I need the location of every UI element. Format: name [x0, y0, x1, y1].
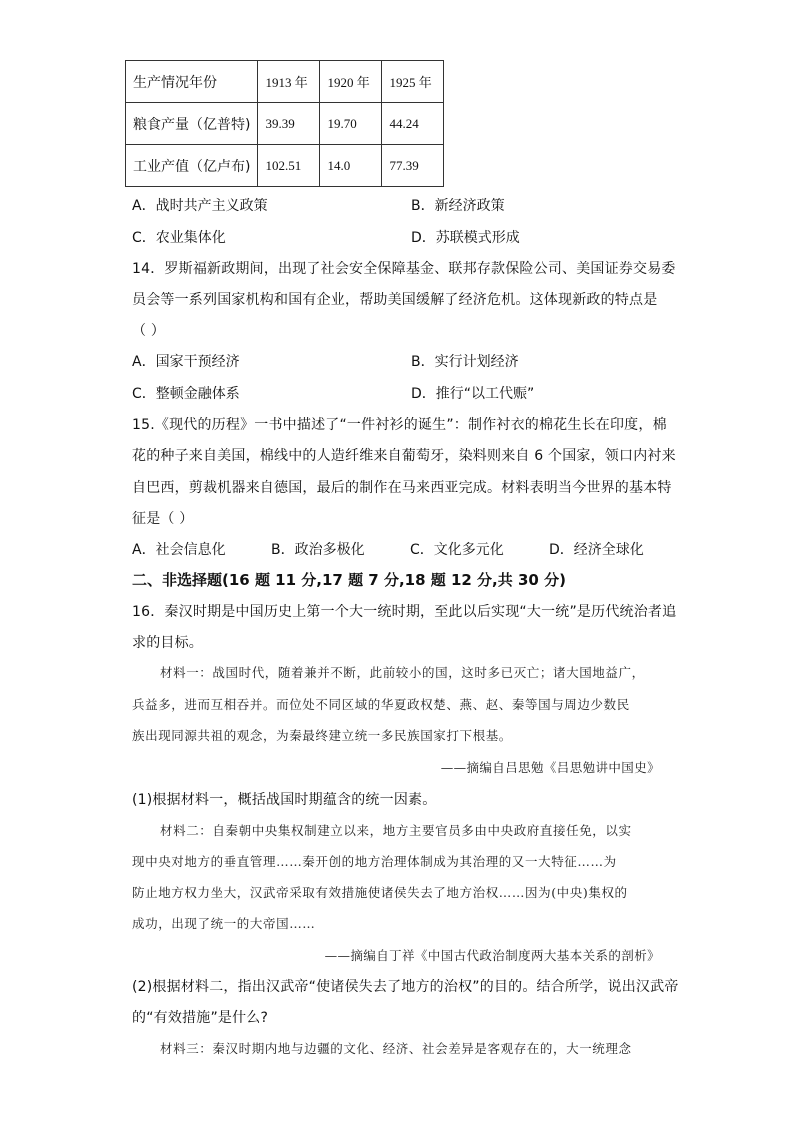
q15-stem-line: 自巴西，剪裁机器来自德国，最后的制作在马来西亚完成。材料表明当今世界的基本特: [132, 480, 672, 496]
production-table: [125, 60, 444, 187]
section-heading: 二、非选择题(16 题 11 分,17 题 7 分,18 题 12 分,共 30 分): [132, 571, 566, 589]
table-cell: 39.39: [258, 103, 320, 145]
material-2-line: 成功，出现了统一的大帝国……: [132, 916, 316, 931]
material-2-source: ——摘编自丁祥《中国古代政治制度两大基本关系的剖析》: [324, 948, 660, 963]
table-header-cell: 1913 年: [258, 61, 320, 103]
material-1-line: 族出现同源共祖的观念，为秦最终建立统一多民族国家打下根基。: [132, 728, 512, 743]
material-1-source: ——摘编自吕思勉《吕思勉讲中国史》: [440, 760, 660, 775]
q15-option-d[interactable]: D．经济全球化: [549, 542, 644, 558]
table-cell: 粮食产量（亿普特): [126, 103, 258, 145]
table-header-cell: 生产情况年份: [126, 61, 258, 103]
table-cell: 19.70: [320, 103, 382, 145]
material-3-line: 材料三：秦汉时期内地与边疆的文化、经济、社会差异是客观存在的，大一统理念: [160, 1041, 632, 1056]
q16-intro-line: 求的目标。: [132, 635, 203, 651]
q14-option-d[interactable]: D．推行“以工代赈”: [411, 386, 535, 402]
q16-intro-line: 16．秦汉时期是中国历史上第一个大一统时期，至此以后实现“大一统”是历代统治者追: [132, 604, 677, 620]
table-cell: 102.51: [258, 145, 320, 187]
q15-option-c[interactable]: C．文化多元化: [410, 542, 504, 558]
material-2-line: 现中央对地方的垂直管理……秦开创的地方治理体制成为其治理的又一大特征……为: [132, 854, 617, 869]
q16-subquestion-2-line: 的“有效措施”是什么?: [132, 1010, 269, 1026]
q16-subquestion-1: (1)根据材料一，概括战国时期蕴含的统一因素。: [132, 792, 437, 808]
material-1-line: 材料一：战国时代，随着兼并不断，此前较小的国，这时多已灭亡；诸大国地益广，: [160, 665, 645, 680]
q15-stem-line: 征是（ ）: [132, 511, 194, 527]
q13-option-a[interactable]: A．战时共产主义政策: [132, 198, 268, 214]
table-cell: 44.24: [382, 103, 444, 145]
q14-option-a[interactable]: A．国家干预经济: [132, 354, 240, 370]
q15-option-b[interactable]: B．政治多极化: [271, 542, 365, 558]
table-row: [126, 145, 444, 187]
q14-stem-line: 14．罗斯福新政期间，出现了社会安全保障基金、联邦存款保险公司、美国证券交易委: [132, 261, 676, 277]
q14-option-c[interactable]: C．整顿金融体系: [132, 386, 240, 402]
q14-stem-line: 员会等一系列国家机构和国有企业，帮助美国缓解了经济危机。这体现新政的特点是: [132, 292, 658, 308]
q14-stem-line: （ ）: [132, 323, 166, 339]
q14-option-b[interactable]: B．实行计划经济: [411, 354, 519, 370]
q15-stem-line: 花的种子来自美国，棉线中的人造纤维来自葡萄牙，染料则来自 6 个国家，领口内衬来: [132, 448, 676, 464]
q13-option-d[interactable]: D．苏联模式形成: [411, 230, 520, 246]
table-cell: 77.39: [382, 145, 444, 187]
q16-subquestion-2-line: (2)根据材料二，指出汉武帝“使诸侯失去了地方的治权”的目的。结合所学，说出汉武帝: [132, 979, 679, 995]
q15-option-a[interactable]: A．社会信息化: [132, 542, 226, 558]
material-1-line: 兵益多，进而互相吞并。而位处不同区域的华夏政权楚、燕、赵、秦等国与周边少数民: [132, 697, 630, 712]
table-row: [126, 103, 444, 145]
q15-stem-line: 15.《现代的历程》一书中描述了“一件衬衫的诞生”：制作衬衣的棉花生长在印度，棉: [132, 417, 667, 433]
material-2-line: 防止地方权力坐大，汉武帝采取有效措施使诸侯失去了地方治权……因为(中央)集权的: [132, 885, 628, 900]
table-header-cell: 1920 年: [320, 61, 382, 103]
table-cell: 工业产值（亿卢布): [126, 145, 258, 187]
material-2-line: 材料二：自秦朝中央集权制建立以来，地方主要官员多由中央政府直接任免，以实: [160, 823, 632, 838]
q13-option-b[interactable]: B．新经济政策: [411, 198, 505, 214]
table-header-row: [126, 61, 444, 103]
table-header-cell: 1925 年: [382, 61, 444, 103]
q13-option-c[interactable]: C．农业集体化: [132, 230, 226, 246]
table-cell: 14.0: [320, 145, 382, 187]
